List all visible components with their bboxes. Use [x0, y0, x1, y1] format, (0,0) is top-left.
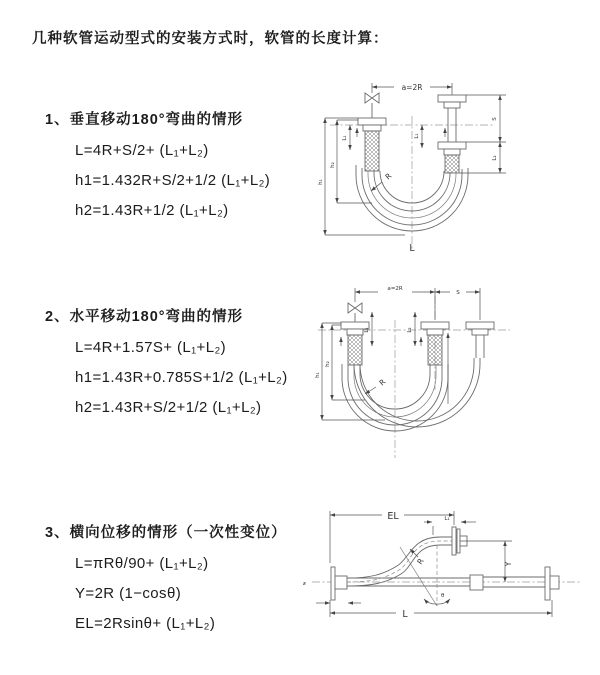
diagram-lateral-displacement — [300, 503, 600, 648]
section-vertical-movement — [45, 108, 270, 226]
dim-label-l: L — [409, 243, 415, 254]
mid-hose-braid — [428, 335, 442, 365]
hose-displaced-position — [347, 527, 467, 586]
dim-label-h2: h₂ — [325, 361, 331, 367]
left-flange — [331, 567, 347, 600]
section-3-formulas — [45, 549, 287, 639]
dimension-l1-top — [424, 516, 476, 535]
right-hose-braid — [445, 155, 459, 173]
section-2-heading: 2、水平移动180°弯曲的情形 — [45, 309, 244, 325]
diagram-vertical-180-bend — [310, 70, 600, 260]
angle-construction — [400, 545, 450, 606]
section-horizontal-movement — [45, 305, 288, 423]
dim-label-l2: L₂ — [492, 155, 498, 161]
dim-label-l: L — [402, 609, 408, 620]
dimension-l2 — [407, 312, 415, 346]
axis-mark: ƶ — [303, 581, 306, 587]
dim-label-r: R — [415, 556, 426, 567]
section-3-heading: 3、横向位移的情形（一次性变位） — [45, 525, 287, 541]
formula-y: Y=2R (1−cosθ) — [75, 585, 182, 602]
dim-label-h1: h₁ — [315, 372, 321, 378]
valve-icon — [365, 93, 379, 118]
dim-label-h2: h₂ — [330, 162, 336, 168]
radius-callout — [410, 549, 426, 566]
section-1-heading: 1、垂直移动180°弯曲的情形 — [45, 112, 244, 128]
formula-l: L=πRθ/90+ (L₁+L₂) — [75, 555, 209, 572]
dimension-s — [435, 290, 480, 296]
left-hose-braid — [348, 335, 362, 365]
dimension-y — [460, 541, 513, 582]
dim-label-y: Y — [504, 561, 513, 567]
u-bend-position-2 — [354, 358, 480, 427]
dim-label-l2: L₂ — [407, 327, 413, 333]
dim-label-s: S — [456, 290, 460, 296]
diagram-horizontal-180-bend — [310, 280, 600, 470]
dim-label-theta: θ — [441, 593, 445, 599]
formula-h2: h2=1.43R+1/2 (L₁+L₂) — [75, 202, 229, 219]
dimension-h1 — [318, 118, 405, 235]
dim-label-r: R — [377, 377, 388, 388]
formula-h1: h1=1.43R+0.785S+1/2 (L₁+L₂) — [75, 369, 288, 386]
dimension-l1-left — [342, 125, 350, 150]
left-hose-braid — [365, 131, 379, 171]
dim-label-l1: L₁ — [364, 327, 370, 333]
dim-label-a2r: a=2R — [401, 83, 423, 92]
dim-label-h1: h₁ — [318, 179, 324, 185]
dim-label-l1: L₁ — [444, 516, 450, 522]
left-flange — [358, 118, 386, 131]
formula-h1: h1=1.432R+S/2+1/2 (L₁+L₂) — [75, 172, 271, 189]
dim-label-l1: L₁ — [342, 135, 348, 141]
formula-l: L=4R+S/2+ (L₁+L₂) — [75, 142, 209, 159]
dimension-l — [330, 600, 552, 620]
formula-l: L=4R+1.57S+ (L₁+L₂) — [75, 339, 227, 356]
dim-label-l1: L₁ — [414, 133, 420, 139]
right-flange — [466, 322, 494, 335]
mid-flange — [421, 322, 449, 335]
formula-h2: h2=1.43R+S/2+1/2 (L₁+L₂) — [75, 399, 262, 416]
dim-label-r: R — [383, 171, 394, 182]
section-1-formulas — [45, 136, 270, 226]
dim-label-el: EL — [387, 511, 399, 522]
dimension-l1 — [364, 312, 372, 346]
dim-label-s: S — [492, 117, 498, 121]
dimension-s — [466, 95, 506, 142]
page-title: 几种软管运动型式的安装方式时，软管的长度计算： — [32, 31, 389, 47]
valve-icon — [348, 303, 362, 322]
dimension-a2r — [355, 286, 480, 320]
dimension-a2r — [372, 83, 452, 95]
dimension-l1-mid — [414, 125, 422, 148]
section-2-formulas — [45, 333, 288, 423]
section-lateral-displacement — [45, 521, 287, 639]
radius-callout — [365, 377, 387, 394]
right-pipe-stub — [476, 335, 484, 358]
dim-label-a2r: a=2R — [387, 286, 403, 292]
formula-el: EL=2Rsinθ+ (L₁+L₂) — [75, 615, 216, 632]
